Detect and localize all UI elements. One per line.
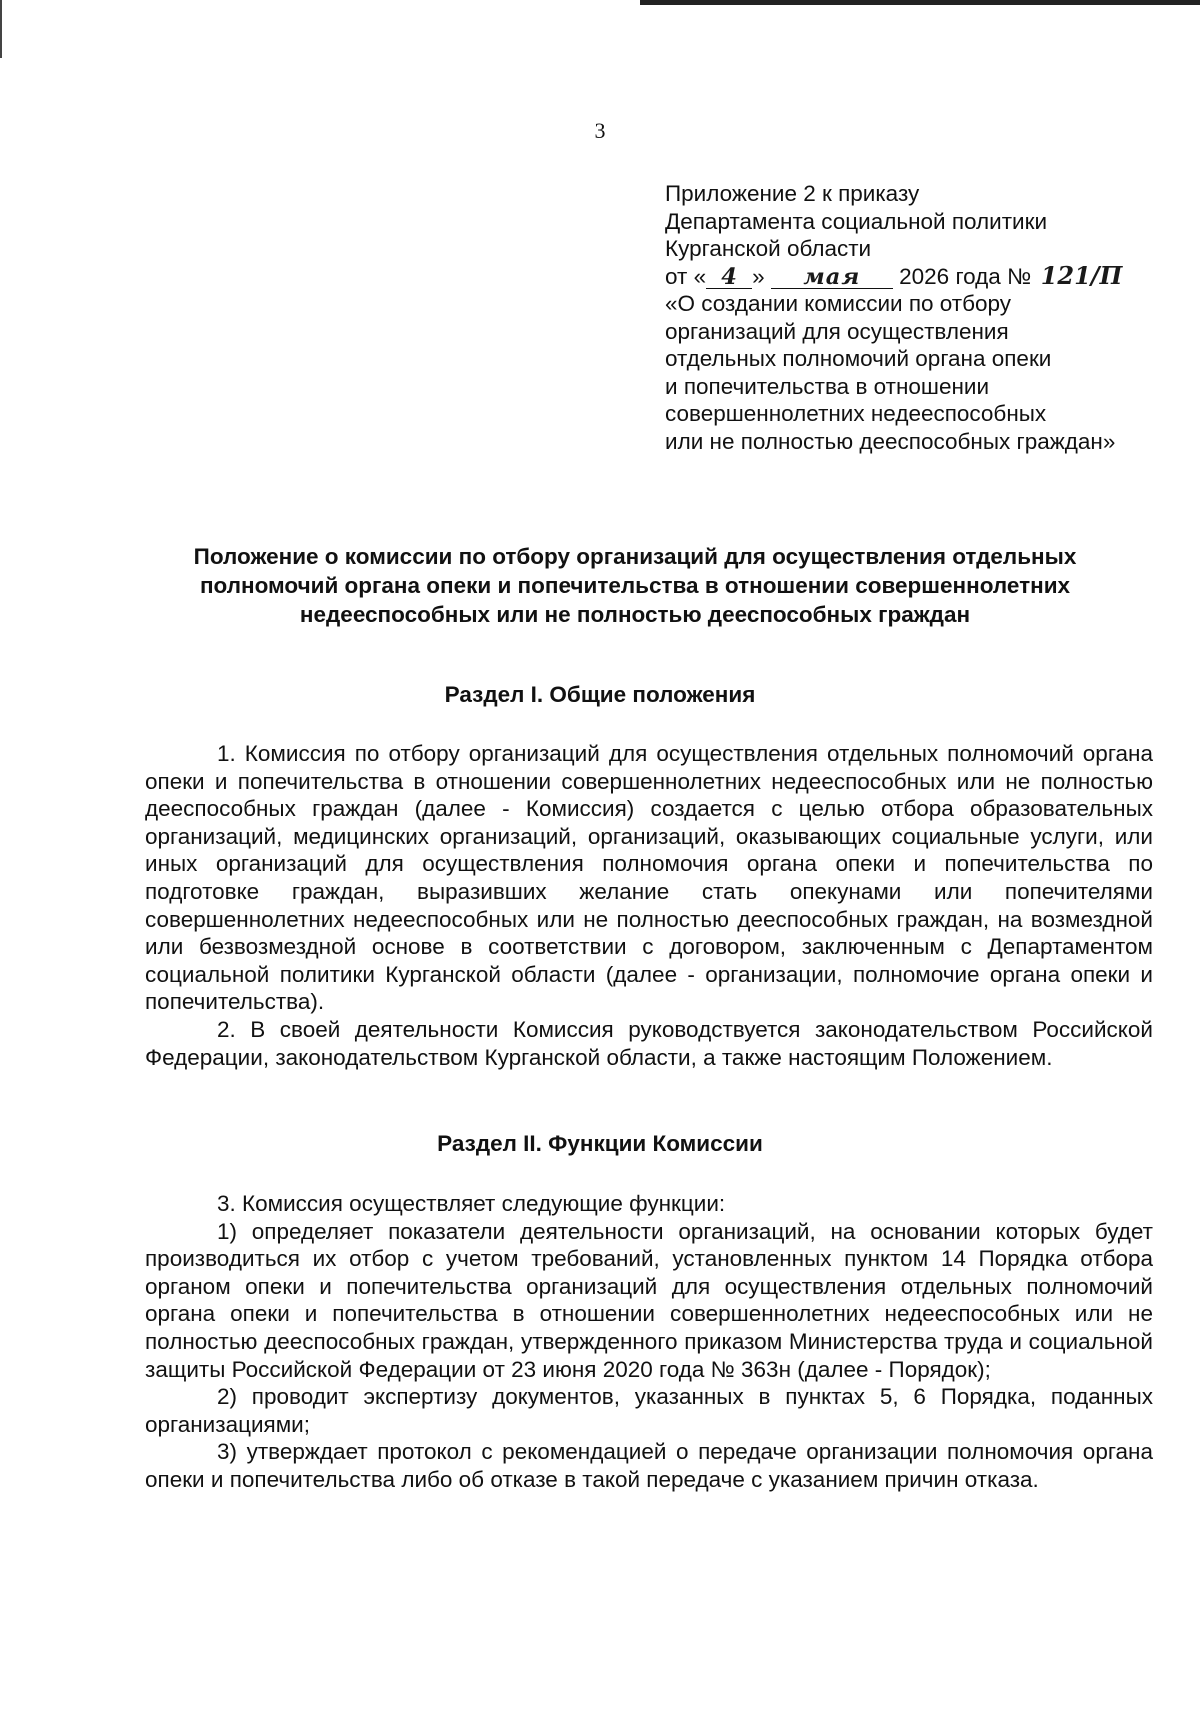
document-title: Положение о комиссии по отбору организаций для осуществления отдельных полномочий органа опеки и попечительства в отношении совершеннолетних недееспособных или не полностью дееспособных граждан: [193, 544, 1077, 627]
date-prefix: от «: [665, 263, 707, 289]
date-quote-close: »: [752, 263, 765, 289]
section-2-heading: Раздел II. Функции Комиссии: [437, 1131, 763, 1156]
appendix-subject-line: совершеннолетних недееспособных: [665, 401, 1047, 426]
appendix-subject-line: «О создании комиссии по отбору: [665, 291, 1012, 316]
paragraph: 2. В своей деятельности Комиссия руководствуется законодательством Российской Федерации, законодательством Курганской области, а также настоящим Положением.: [145, 1016, 1153, 1070]
appendix-subject-line: организаций для осуществления: [665, 318, 1009, 344]
paragraph: 1. Комиссия по отбору организаций для осуществления отдельных полномочий органа опеки и попечительства в отношении совершеннолетних недееспособных или не полностью дееспособных граждан (далее - Комиссия) создается с целью отбора образовательных организаций, медицинских организаций, организаций, оказывающих социальные услуги, или иных организаций для осуществления полномочия органа опеки и попечительства по подготовке граждан, выразивших желание стать опекунами или попечителями совершеннолетних недееспособных или не полностью дееспособных граждан, на возмездной или безвозмездной основе в соответствии с договором, заключенным с Департаментом социальной политики Курганской области (далее - организации, полномочие органа опеки и попечительства).: [145, 741, 1153, 1015]
section-1-body: [145, 740, 1153, 1071]
appendix-header: [665, 180, 1185, 455]
scan-edge-top: [640, 0, 1200, 5]
appendix-date-line: [665, 260, 1185, 291]
paragraph: 3) утверждает протокол с рекомендацией о передаче организации полномочия органа опеки и попечительства либо об отказе в такой передаче с указанием причин отказа.: [145, 1439, 1153, 1492]
paragraph: 3. Комиссия осуществляет следующие функции:: [217, 1191, 726, 1216]
handwritten-month: мая: [771, 266, 893, 289]
paragraph: 2) проводит экспертизу документов, указанных в пунктах 5, 6 Порядка, поданных организациями;: [145, 1384, 1153, 1437]
section-1-heading: Раздел I. Общие положения: [444, 682, 756, 707]
appendix-subject-line: отдельных полномочий органа опеки: [665, 346, 1052, 371]
appendix-subject-line: или не полностью дееспособных граждан»: [665, 428, 1116, 454]
appendix-line: Приложение 2 к приказу: [665, 181, 920, 206]
date-year: 2026 года №: [899, 263, 1032, 289]
appendix-subject-line: и попечительства в отношении: [665, 373, 990, 399]
handwritten-day: 4: [706, 266, 752, 289]
appendix-line: Департамента социальной политики: [665, 208, 1048, 234]
paragraph: 1) определяет показатели деятельности организаций, на основании которых будет производиться их отбор с учетом требований, установленных пунктом 14 Порядка отбора органом опеки и попечительства организаций для осуществления отдельных полномочий органа опеки и попечительства в отношении совершеннолетних недееспособных или не полностью дееспособных граждан, утвержденного приказом Министерства труда и социальной защиты Российской Федерации от 23 июня 2020 года № 363н (далее - Порядок);: [145, 1218, 1153, 1382]
page-number: 3: [594, 118, 606, 143]
handwritten-order-number: 121/П: [1040, 260, 1123, 290]
scan-edge-left: [0, 0, 2, 58]
appendix-line: Курганской области: [665, 236, 872, 261]
section-2-body: [145, 1190, 1153, 1494]
